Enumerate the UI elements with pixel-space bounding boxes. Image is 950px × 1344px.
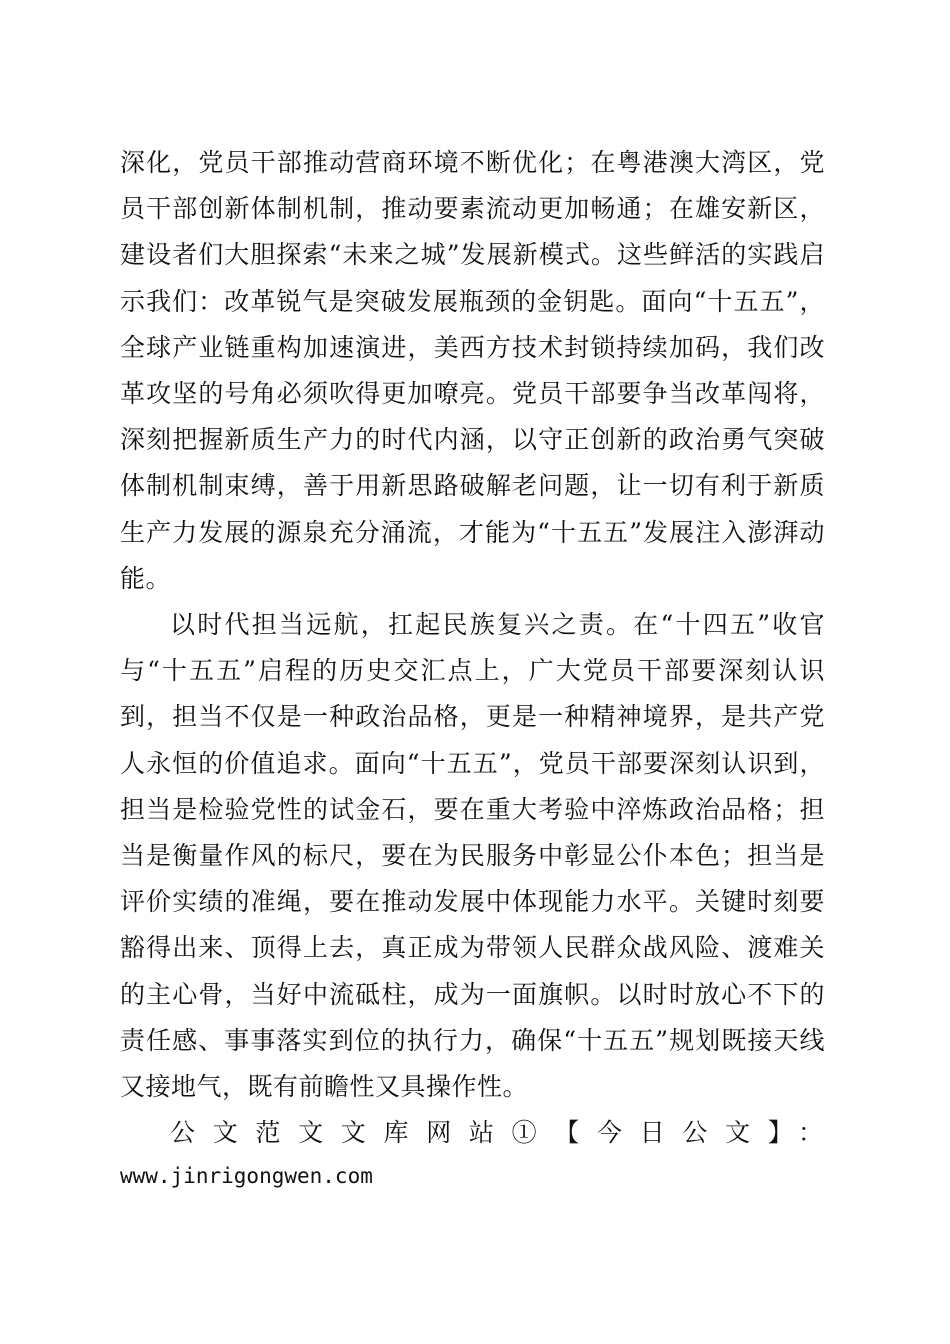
document-page xyxy=(120,140,825,1196)
paragraph-responsibility: 以时代担当远航，扛起民族复兴之责。在“十四五”收官与“十五五”启程的历史交汇点上，广大党员干部要深刻认识到，担当不仅是一种政治品格，更是一种精神境界，是共产党人永恒的价值追求。面向“十五五”，党员干部要深刻认识到，担当是检验党性的试金石，要在重大考验中淬炼政治品格；担当是衡量作风的标尺，要在为民服务中彰显公仆本色；担当是评价实绩的准绳，要在推动发展中体现能力水平。关键时刻要豁得出来、顶得上去，真正成为带领人民群众战风险、渡难关的主心骨，当好中流砥柱，成为一面旗帜。以时时放心不下的责任感、事事落实到位的执行力，确保“十五五”规划既接天线又接地气，既有前瞻性又具操作性。 xyxy=(120,610,825,1102)
footer-site-label: 公文范文文库网站①【今日公文】： xyxy=(170,1118,825,1148)
paragraph-reform: 深化，党员干部推动营商环境不断优化；在粤港澳大湾区，党员干部创新体制机制，推动要素流动更加畅通；在雄安新区，建设者们大胆探索“未来之城”发展新模式。这些鲜活的实践启示我们：改革锐气是突破发展瓶颈的金钥匙。面向“十五五”，全球产业链重构加速演进，美西方技术封锁持续加码，我们改革攻坚的号角必须吹得更加嘹亮。党员干部要争当改革闯将，深刻把握新质生产力的时代内涵，以守正创新的政治勇气突破体制机制束缚，善于用新思路破解老问题，让一切有利于新质生产力发展的源泉充分涌流，才能为“十五五”发展注入澎湃动能。 xyxy=(120,148,825,593)
footer-site-url: www.jinrigongwen.com xyxy=(120,1164,373,1189)
